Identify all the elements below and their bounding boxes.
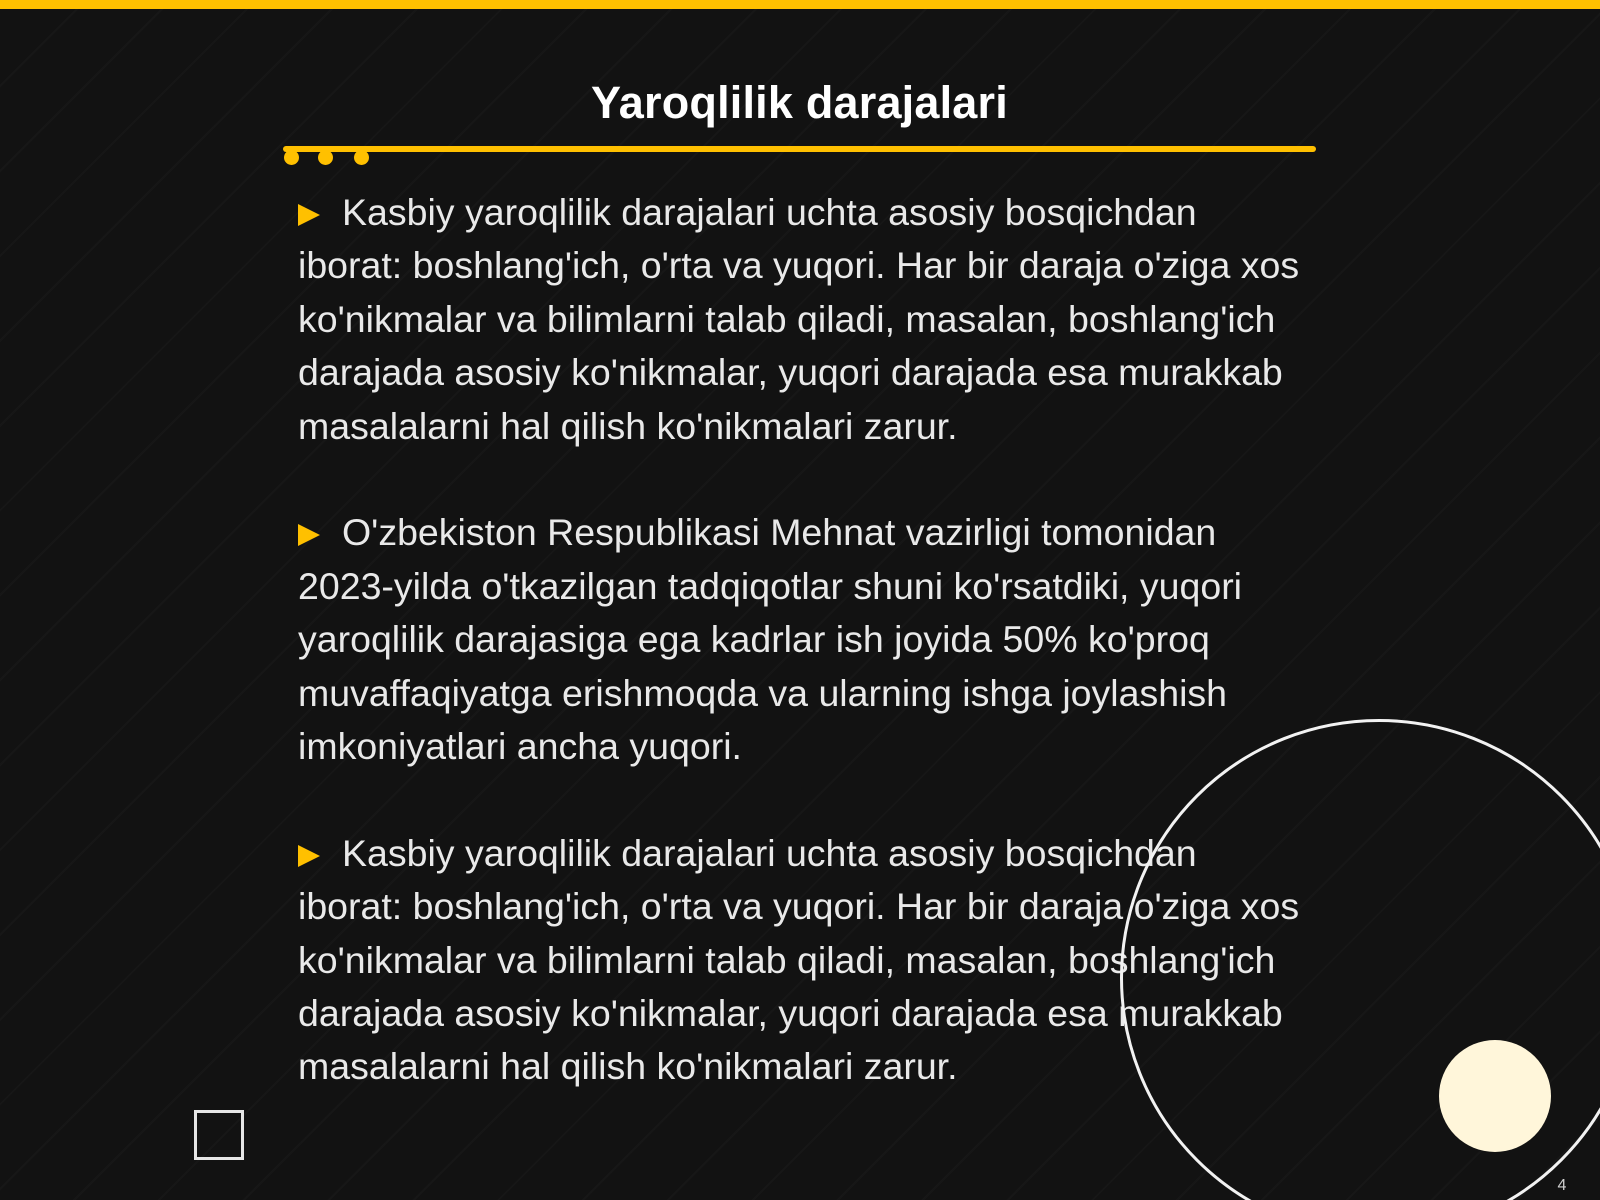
page-number: 4 xyxy=(1557,1177,1567,1194)
paragraph-text: Kasbiy yaroqlilik darajalari uchta asosiy bosqichdan iborat: boshlang'ich, o'rta va yuqori. Har bir daraja o'ziga xos ko'nikmalar va bilimlarni talab qiladi, masalan, boshlang'ich darajada asosiy ko'nikmalar, yuqori darajada esa murakkab masalalarni hal qilish ko'nikmalari zarur. xyxy=(298,831,1300,1088)
triangle-bullet-icon xyxy=(298,845,320,867)
bullet-paragraph xyxy=(298,827,1308,1094)
decorative-dot xyxy=(354,150,369,165)
paragraph-text: O'zbekiston Respublikasi Mehnat vazirligi tomonidan 2023-yilda o'tkazilgan tadqiqotlar shuni ko'rsatdiki, yuqori yaroqlilik darajasiga ega kadrlar ish joyida 50% ko'proq muvaffaqiyatga erishmoqda va ularning ishga joylashish imkoniyatlari ancha yuqori. xyxy=(298,511,1243,768)
decorative-circle-filled xyxy=(1439,1040,1551,1152)
decorative-dot xyxy=(284,150,299,165)
title-underline xyxy=(283,146,1316,152)
decorative-dot xyxy=(318,150,333,165)
bullet-paragraph xyxy=(298,186,1308,453)
top-accent-bar xyxy=(0,0,1600,9)
paragraph-text: Kasbiy yaroqlilik darajalari uchta asosiy bosqichdan iborat: boshlang'ich, o'rta va yuqori. Har bir daraja o'ziga xos ko'nikmalar va bilimlarni talab qiladi, masalan, boshlang'ich darajada asosiy ko'nikmalar, yuqori darajada esa murakkab masalalarni hal qilish ko'nikmalari zarur. xyxy=(298,191,1300,447)
bullet-list xyxy=(298,186,1308,1147)
decorative-square-outline xyxy=(194,1110,244,1160)
triangle-bullet-icon xyxy=(298,524,320,546)
triangle-bullet-icon xyxy=(298,204,320,226)
bullet-paragraph xyxy=(298,506,1308,773)
slide-title: Yaroqlilik darajalari xyxy=(591,77,1008,128)
